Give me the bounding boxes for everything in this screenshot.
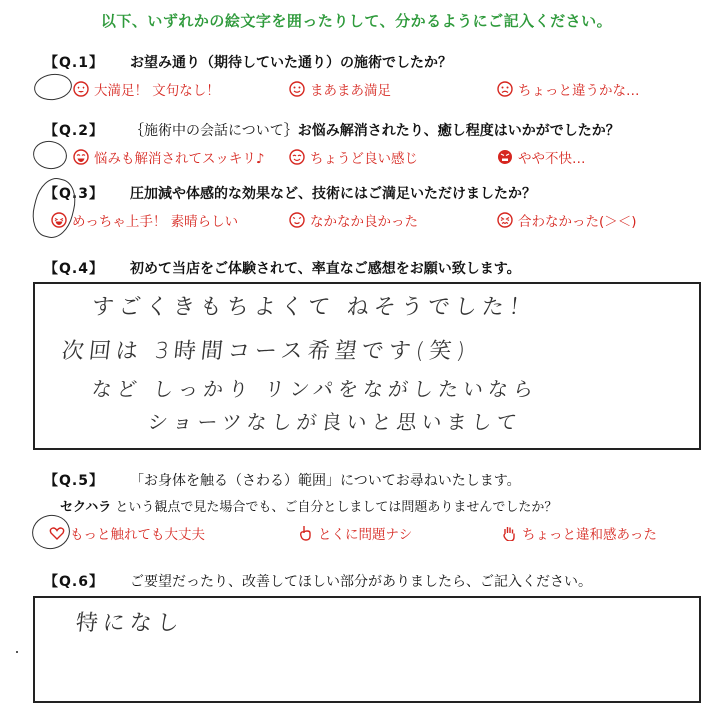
question-text: ご要望だったり、改善してほしい部分がありましたら、ご記入ください。: [130, 574, 592, 590]
question-text: 初めて当店をご体験されて、率直なご感想をお願い致します。: [130, 261, 521, 277]
q1-option-2[interactable]: [289, 79, 391, 99]
q3-option-3[interactable]: [497, 210, 637, 230]
option-label: ちょっと違和感あった: [522, 527, 657, 543]
hand-drawn-circle: [32, 71, 73, 102]
finger-point-emoji-icon: [297, 525, 313, 541]
option-label: やや不快…: [518, 151, 586, 167]
question-5: [44, 470, 521, 490]
question-text: 圧加減や体感的な効果など、技術にはご満足いただけましたか？: [130, 186, 536, 202]
question-5-subtext: [60, 496, 557, 515]
handwritten-line: など しっかり リンパをながしたいなら: [90, 377, 540, 401]
stray-mark: [16, 651, 18, 653]
question-number: 【Q.3】: [44, 186, 104, 202]
frustrated-emoji-icon: [497, 212, 513, 228]
option-label: もっと触れても大丈夫: [70, 527, 205, 543]
handwritten-line: 次回は 3時間コース希望です(笑): [60, 339, 472, 364]
q3-option-1[interactable]: [51, 210, 238, 230]
handwritten-line: ショーツなしが良いと思いまして: [146, 410, 523, 434]
option-label: めっちゃ上手！ 素晴らしい: [72, 214, 239, 230]
option-label: 悩みも解消されてスッキリ♪: [94, 151, 265, 167]
question-number: 【Q.2】: [44, 123, 104, 139]
question-1: [44, 52, 452, 72]
q1-option-1[interactable]: [73, 79, 220, 99]
sub-rest: という観点で見た場合でも、ご自分としましては問題ありませんでしたか？: [115, 500, 558, 515]
sub-bold: セクハラ: [60, 500, 112, 515]
q1-option-3[interactable]: [497, 79, 640, 99]
question-3: [44, 183, 536, 203]
question-text: 「お身体を触る（さわる）範囲」についてお尋ねいたします。: [130, 473, 521, 489]
question-2: [44, 120, 620, 140]
confused-emoji-icon: [497, 81, 513, 97]
handwritten-answer: 特になし: [74, 611, 186, 636]
hand-drawn-circle: [29, 511, 73, 552]
smile-emoji-icon: [289, 81, 305, 97]
happy-emoji-icon: [289, 149, 305, 165]
question-number: 【Q.1】: [44, 55, 104, 71]
option-label: とくに問題ナシ: [318, 527, 413, 543]
question-pre: ｛施術中の会話について｝: [130, 123, 298, 139]
q5-option-1[interactable]: [49, 523, 205, 543]
question-6: [44, 571, 592, 591]
instruction-text: 以下、いずれかの絵文字を囲ったりして、分かるようにご記入ください。: [100, 12, 613, 30]
q2-option-1[interactable]: [73, 147, 264, 167]
q5-option-3[interactable]: [501, 523, 657, 543]
question-4: [44, 258, 521, 278]
option-label: 大満足！ 文句なし！: [94, 83, 220, 99]
q5-option-2[interactable]: [297, 523, 412, 543]
question-text: お悩み解消されたり、癒し程度はいかがでしたか？: [297, 123, 620, 139]
option-label: ちょっと違うかな…: [518, 83, 640, 99]
question-number: 【Q.5】: [44, 473, 104, 489]
hand-drawn-circle: [31, 138, 69, 171]
option-label: なかなか良かった: [310, 214, 418, 230]
question-text: お望み通り（期待していた通り）の施術でしたか？: [130, 55, 452, 71]
q2-option-3[interactable]: [497, 147, 586, 167]
raised-hand-emoji-icon: [501, 525, 517, 541]
option-label: ちょうど良い感じ: [310, 151, 418, 167]
angry-emoji-icon: [497, 149, 513, 165]
option-label: まあまあ満足: [310, 83, 391, 99]
neutral-smile-emoji-icon: [289, 212, 305, 228]
grin-emoji-icon: [73, 149, 89, 165]
question-number: 【Q.6】: [44, 574, 104, 590]
handwritten-line: すごくきもちよくて ねそうでした！: [90, 295, 538, 320]
q3-option-2[interactable]: [289, 210, 418, 230]
option-label: 合わなかった(＞＜): [518, 214, 637, 230]
q2-option-2[interactable]: [289, 147, 418, 167]
heart-eyes-emoji-icon: [73, 81, 89, 97]
question-number: 【Q.4】: [44, 261, 104, 277]
